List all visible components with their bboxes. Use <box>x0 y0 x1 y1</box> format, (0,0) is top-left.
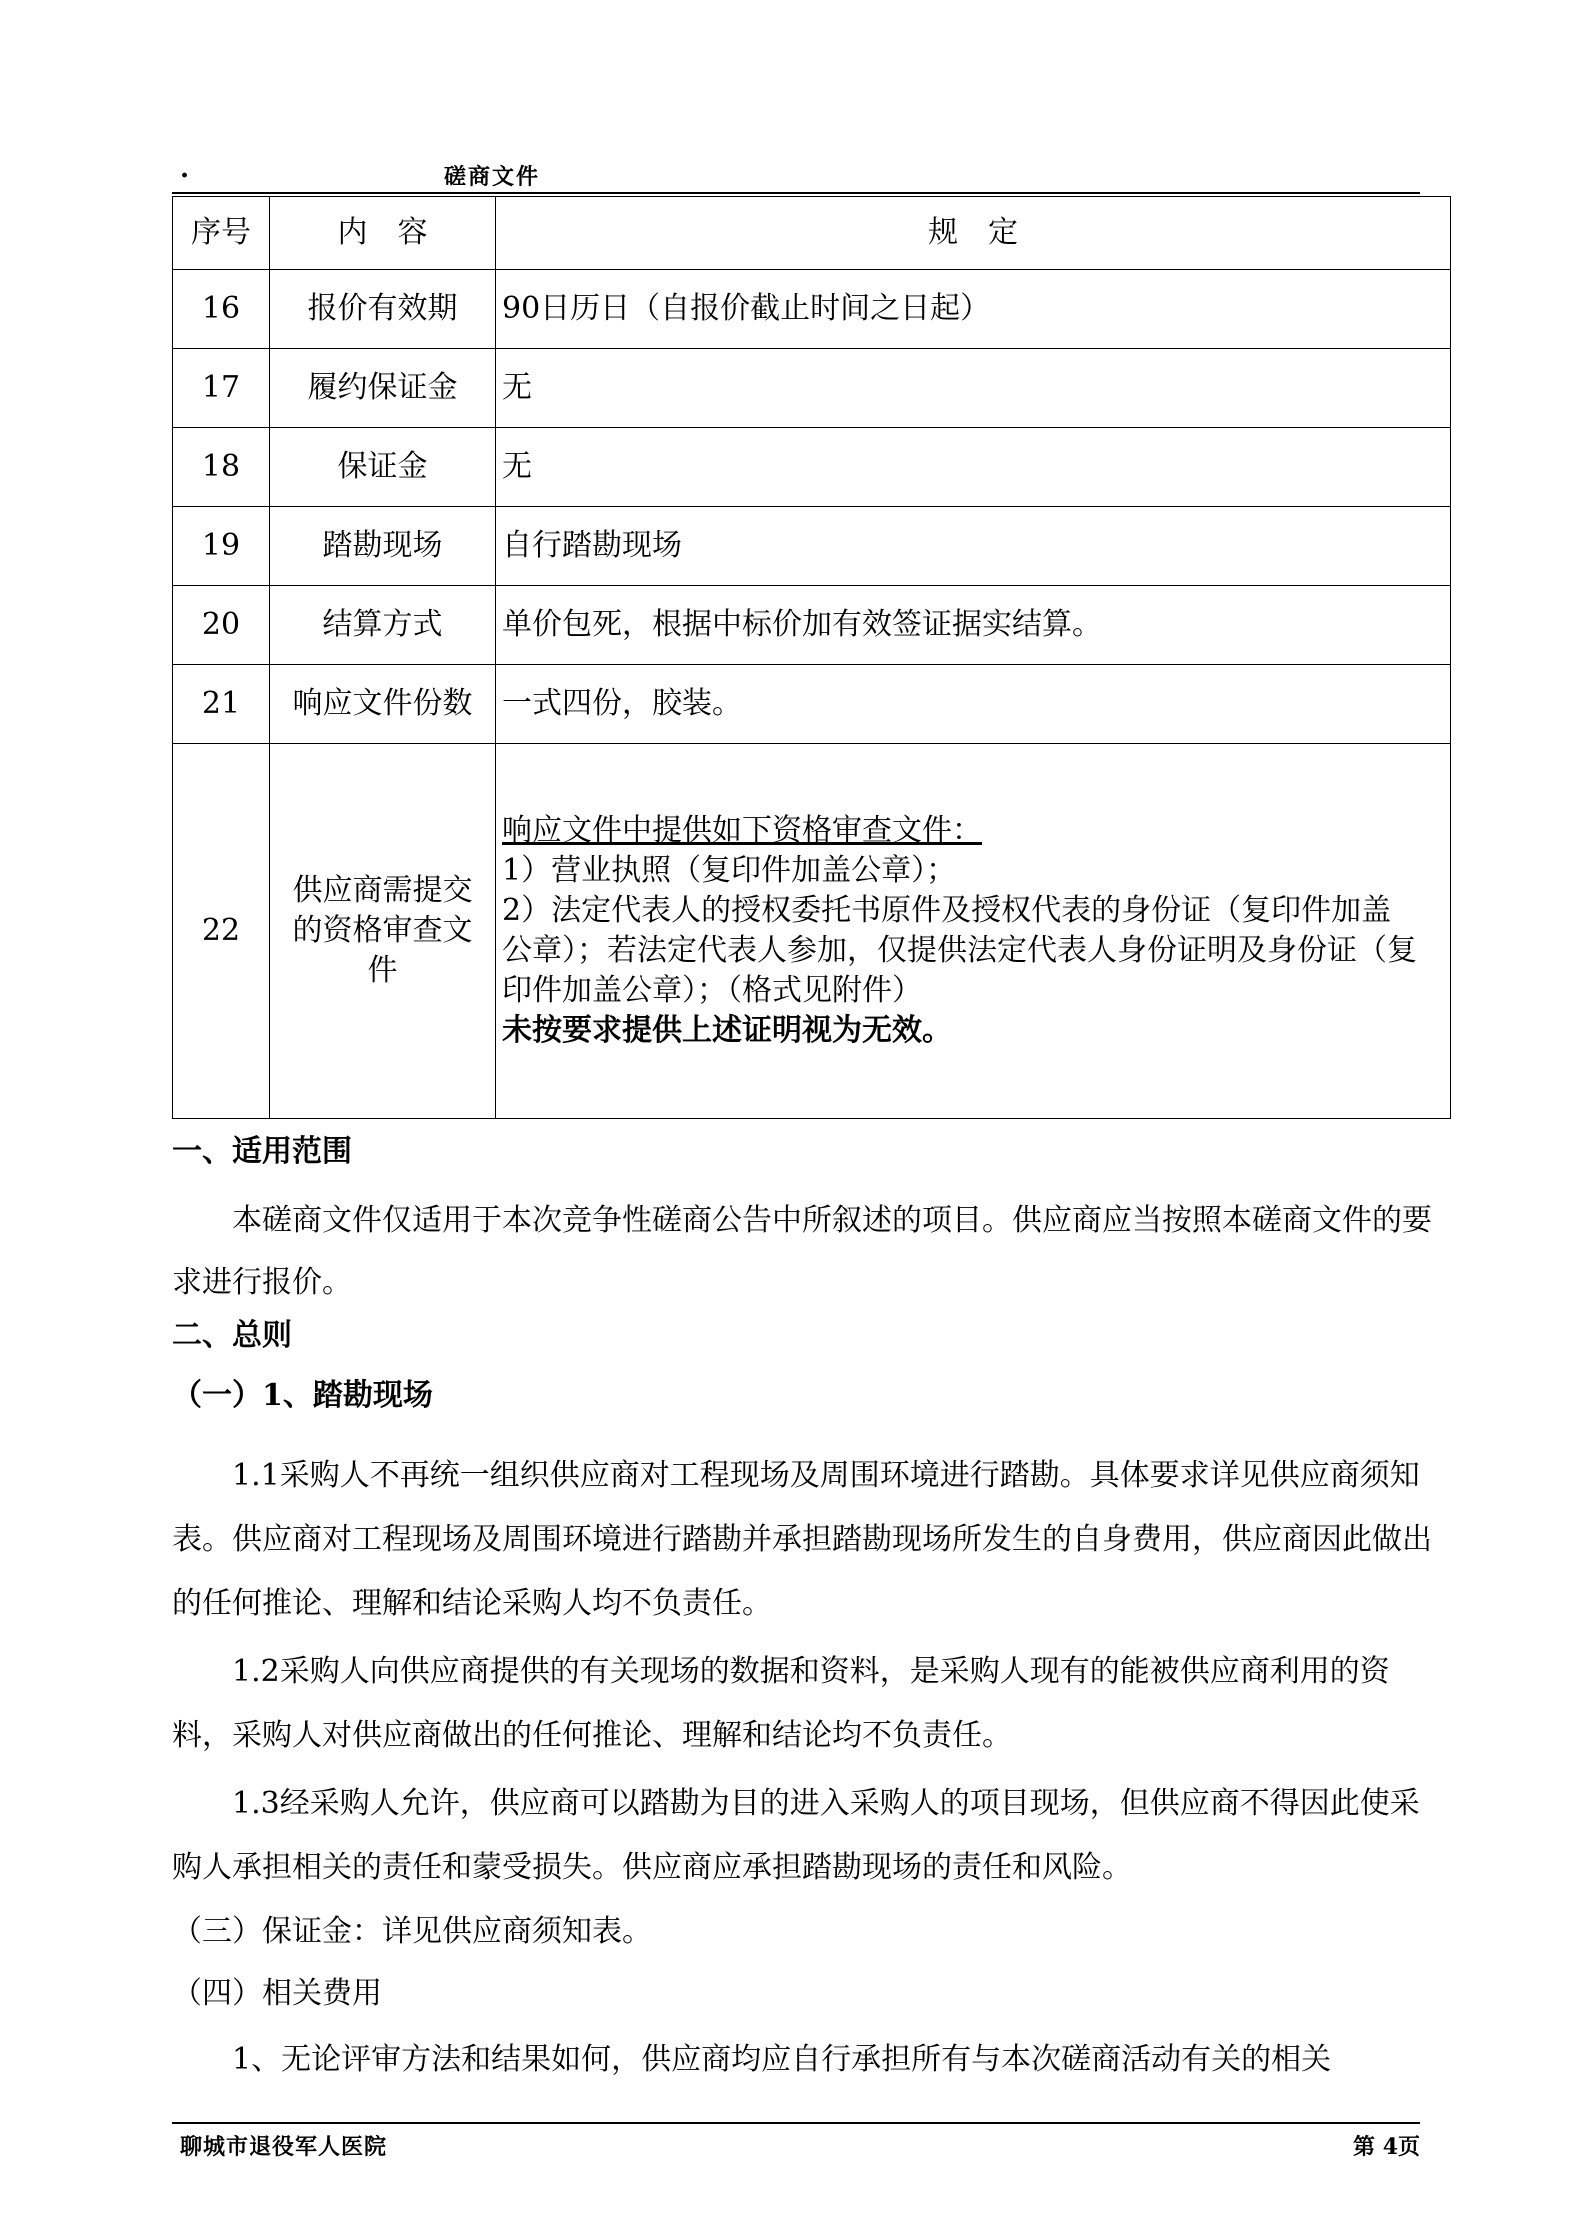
row-content: 履约保证金 <box>270 349 496 428</box>
row-content: 保证金 <box>270 428 496 507</box>
footer-page-number: 第 4页 <box>1353 2134 1420 2160</box>
paragraph-4-1: 1、无论评审方法和结果如何，供应商均应自行承担所有与本次磋商活动有关的相关 <box>232 2042 1332 2077</box>
row-no: 18 <box>173 428 270 507</box>
row-rule <box>496 744 1451 1119</box>
content-line: 供应商需提交 <box>292 873 473 908</box>
row-no: 16 <box>173 270 270 349</box>
rule-line: 1）营业执照（复印件加盖公章）； <box>502 853 957 888</box>
row-rule: 90日历日（自报价截止时间之日起） <box>496 270 1451 349</box>
footer-organization: 聊城市退役军人医院 <box>180 2134 388 2160</box>
rule-line-warning: 未按要求提供上述证明视为无效。 <box>502 1013 952 1048</box>
section-2-sub-1-title: （一）1、踏勘现场 <box>172 1378 433 1413</box>
row-no: 21 <box>173 665 270 744</box>
rule-line: 响应文件中提供如下资格审查文件： <box>502 813 982 848</box>
row-rule: 无 <box>496 428 1451 507</box>
rule-line: 2）法定代表人的授权委托书原件及授权代表的身份证（复印件加盖 <box>502 893 1392 928</box>
section-4-title: （四）相关费用 <box>172 1976 382 2011</box>
section-1-title: 一、适用范围 <box>172 1134 352 1169</box>
header-doc-title: 磋商文件 <box>444 164 541 190</box>
row-content <box>270 744 496 1119</box>
row-rule: 单价包死，根据中标价加有效签证据实结算。 <box>496 586 1451 665</box>
row-rule: 自行踏勘现场 <box>496 507 1451 586</box>
row-content: 报价有效期 <box>270 270 496 349</box>
row-content: 响应文件份数 <box>270 665 496 744</box>
header-dot: . <box>180 154 190 184</box>
page-header <box>172 152 1420 194</box>
content-line: 件 <box>367 953 398 988</box>
table-header-row <box>173 197 1451 270</box>
paragraph-1-1: 1.1采购人不再统一组织供应商对工程现场及周围环境进行踏勘。具体要求详见供应商须知表。供应商对工程现场及周围环境进行踏勘并承担踏勘现场所发生的自身费用，供应商因此做出的任何推论、理解和结论采购人均不负责任。 <box>172 1458 1432 1621</box>
rule-line: 印件加盖公章）；（格式见附件） <box>502 973 922 1008</box>
section-3-deposit: （三）保证金：详见供应商须知表。 <box>172 1914 652 1949</box>
section-1-paragraph: 本磋商文件仅适用于本次竞争性磋商公告中所叙述的项目。供应商应当按照本磋商文件的要求进行报价。 <box>172 1203 1432 1300</box>
row-content: 踏勘现场 <box>270 507 496 586</box>
row-no: 22 <box>173 744 270 1119</box>
header-no: 序号 <box>173 197 270 270</box>
table-row-qualification <box>173 744 1451 1119</box>
table-row <box>173 428 1451 507</box>
row-no: 20 <box>173 586 270 665</box>
row-no: 17 <box>173 349 270 428</box>
row-rule: 无 <box>496 349 1451 428</box>
table-row <box>173 665 1451 744</box>
header-content: 内 容 <box>270 197 496 270</box>
table-row <box>173 586 1451 665</box>
row-no: 19 <box>173 507 270 586</box>
section-2-title: 二、总则 <box>172 1318 292 1353</box>
content-line: 的资格审查文 <box>292 913 473 948</box>
paragraph-1-2: 1.2采购人向供应商提供的有关现场的数据和资料，是采购人现有的能被供应商利用的资料，采购人对供应商做出的任何推论、理解和结论均不负责任。 <box>172 1654 1390 1753</box>
table-row <box>173 270 1451 349</box>
table-row <box>173 507 1451 586</box>
row-content: 结算方式 <box>270 586 496 665</box>
supplier-notice-table <box>172 196 1451 1119</box>
row-rule: 一式四份，胶装。 <box>496 665 1451 744</box>
rule-line: 公章）；若法定代表人参加，仅提供法定代表人身份证明及身份证（复 <box>502 933 1417 968</box>
paragraph-1-3: 1.3经采购人允许，供应商可以踏勘为目的进入采购人的项目现场，但供应商不得因此使采购人承担相关的责任和蒙受损失。供应商应承担踏勘现场的责任和风险。 <box>172 1786 1420 1885</box>
table-row <box>173 349 1451 428</box>
header-rule: 规 定 <box>496 197 1451 270</box>
page-footer <box>172 2122 1420 2164</box>
